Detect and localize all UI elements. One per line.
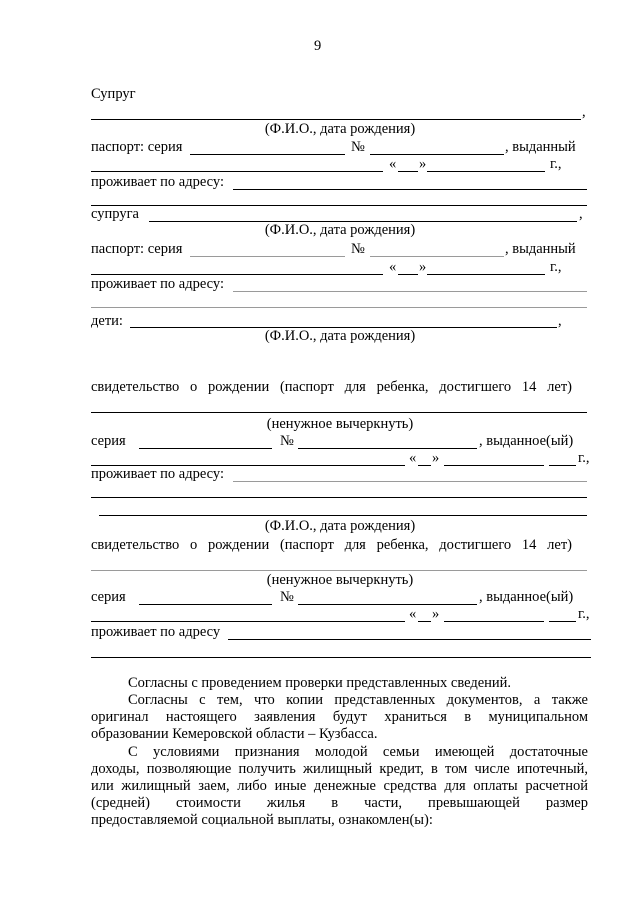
child2-number-field[interactable] xyxy=(298,604,477,605)
consent-p2-line-1: Согласны с тем, что копии представленных документов, а также xyxy=(128,692,588,708)
child1-series-label: серия xyxy=(91,433,126,449)
children-fio-hint: (Ф.И.О., дата рождения) xyxy=(264,328,416,344)
wife-number-sign: № xyxy=(351,241,365,257)
husband-passport-number-field[interactable] xyxy=(370,154,504,155)
children-fio-comma: , xyxy=(558,313,562,329)
child2-number-sign: № xyxy=(280,589,294,605)
wife-issued-by-field[interactable] xyxy=(91,274,383,275)
child2-year-suffix: г., xyxy=(578,606,590,622)
child1-series-field[interactable] xyxy=(139,448,272,449)
consent-p3-line-1: С условиями признания молодой семьи имеющей достаточные xyxy=(128,744,588,760)
wife-passport-number-field[interactable] xyxy=(370,256,504,257)
wife-date-close: » xyxy=(419,259,427,275)
consent-paragraph-1: Согласны с проведением проверки представленных сведений. xyxy=(128,675,512,691)
child2-date-day-field[interactable] xyxy=(418,621,431,622)
child2-strike-hint: (ненужное вычеркнуть) xyxy=(266,572,414,588)
husband-fio-comma: , xyxy=(582,104,586,120)
wife-date-open: « xyxy=(389,259,397,275)
husband-address-field[interactable] xyxy=(233,189,587,190)
child1-issued-label: , выданное(ый) xyxy=(479,433,574,449)
child1-date-close: » xyxy=(432,450,440,466)
husband-date-month-field[interactable] xyxy=(427,171,545,172)
child2-issued-by-field[interactable] xyxy=(91,621,405,622)
child2-date-month-field[interactable] xyxy=(444,621,544,622)
wife-passport-label: паспорт: серия xyxy=(91,241,183,257)
husband-fio-hint: (Ф.И.О., дата рождения) xyxy=(264,121,416,137)
child2-certificate-field[interactable] xyxy=(91,570,587,571)
husband-passport-label: паспорт: серия xyxy=(91,139,183,155)
wife-address-field-2[interactable] xyxy=(91,307,587,308)
child1-certificate-line: свидетельство о рождении (паспорт для ребенка, достигшего 14 лет) xyxy=(91,379,572,395)
child1-address-field-2[interactable] xyxy=(91,497,587,498)
child2-fio-hint: (Ф.И.О., дата рождения) xyxy=(264,518,416,534)
wife-fio-hint: (Ф.И.О., дата рождения) xyxy=(264,222,416,238)
wife-passport-series-field[interactable] xyxy=(190,256,345,257)
consent-p2-line-2: оригинал настоящего заявления будут храниться в муниципальном xyxy=(91,709,588,725)
child1-address-label: проживает по адресу: xyxy=(91,466,224,482)
consent-p3-line-4: (средней) стоимости жилья в части, превышающей размер xyxy=(91,795,588,811)
child1-date-month-field[interactable] xyxy=(444,465,544,466)
child2-date-close: » xyxy=(432,606,440,622)
child2-series-field[interactable] xyxy=(139,604,272,605)
husband-passport-series-field[interactable] xyxy=(190,154,345,155)
consent-p2-line-3: образовании Кемеровской области – Кузбасса. xyxy=(91,726,378,742)
child1-strike-hint: (ненужное вычеркнуть) xyxy=(266,416,414,432)
wife-date-month-field[interactable] xyxy=(427,274,545,275)
child1-address-field[interactable] xyxy=(233,481,587,482)
husband-date-close: » xyxy=(419,156,427,172)
children-label: дети: xyxy=(91,313,123,329)
husband-fio-field[interactable] xyxy=(91,119,581,120)
husband-date-day-field[interactable] xyxy=(398,171,418,172)
wife-year-suffix: г., xyxy=(550,259,562,275)
wife-date-day-field[interactable] xyxy=(398,274,418,275)
child2-series-label: серия xyxy=(91,589,126,605)
child2-date-open: « xyxy=(409,606,417,622)
wife-title: супруга xyxy=(91,206,139,222)
wife-address-field[interactable] xyxy=(233,291,587,292)
child2-address-field[interactable] xyxy=(228,639,591,640)
child1-date-year-field[interactable] xyxy=(549,465,576,466)
child1-date-day-field[interactable] xyxy=(418,465,431,466)
wife-issued-label: , выданный xyxy=(505,241,576,257)
consent-p3-line-2: доходы, позволяющие получить жилищный кредит, в том числе ипотечный, xyxy=(91,761,588,777)
husband-year-suffix: г., xyxy=(550,156,562,172)
husband-number-sign: № xyxy=(351,139,365,155)
husband-title: Супруг xyxy=(91,86,136,102)
husband-address-label: проживает по адресу: xyxy=(91,174,224,190)
child2-address-field-2[interactable] xyxy=(91,657,591,658)
child1-certificate-field[interactable] xyxy=(91,412,587,413)
page-number: 9 xyxy=(314,38,322,54)
child2-address-label: проживает по адресу xyxy=(91,624,221,640)
child2-fio-field[interactable] xyxy=(99,515,587,516)
child2-certificate-line: свидетельство о рождении (паспорт для ребенка, достигшего 14 лет) xyxy=(91,537,572,553)
wife-address-label: проживает по адресу: xyxy=(91,276,224,292)
husband-date-open: « xyxy=(389,156,397,172)
child2-issued-label: , выданное(ый) xyxy=(479,589,574,605)
child1-number-sign: № xyxy=(280,433,294,449)
child1-year-suffix: г., xyxy=(578,450,590,466)
child2-date-year-field[interactable] xyxy=(549,621,576,622)
husband-issued-by-field[interactable] xyxy=(91,171,383,172)
husband-issued-label: , выданный xyxy=(505,139,576,155)
husband-address-field-2[interactable] xyxy=(91,205,587,206)
child1-date-open: « xyxy=(409,450,417,466)
wife-fio-comma: , xyxy=(579,206,583,222)
child1-number-field[interactable] xyxy=(298,448,477,449)
consent-p3-line-3: или жилищный заем, либо иные денежные средства для оплаты расчетной xyxy=(91,778,588,794)
consent-p3-line-5: предоставляемой социальной выплаты, ознакомлен(ы): xyxy=(91,812,433,828)
